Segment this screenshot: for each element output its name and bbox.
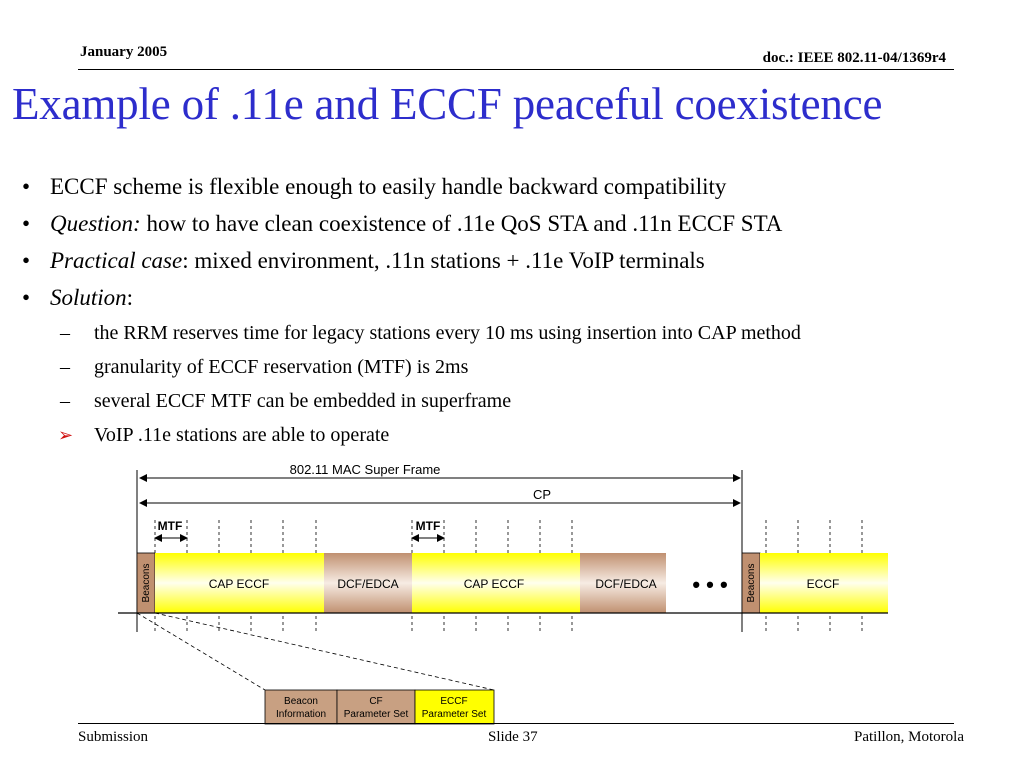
bullet-italic-lead: Question: [50,211,141,236]
bullet-italic-lead: Practical case [50,248,183,273]
sub-bullet-dash: – [60,322,70,344]
box-label: Parameter Set [343,709,409,720]
bullet-dot: • [22,285,31,310]
bullet-dot: • [22,174,31,199]
zoom-line [137,613,265,690]
bullet-dot: • [22,248,31,273]
bullet-text: how to have clean coexistence of .11e QoS STA and .11n ECCF STA [140,211,783,236]
ellipsis: • • • [692,572,728,597]
footer-author: Patillon, Motorola [854,729,964,745]
box-label: ECCF [440,696,468,707]
bullet-text: : [126,285,134,310]
beacons-label: Beacons [746,563,757,603]
header-date: January 2005 [80,44,168,60]
sub-bullet-dash: – [60,356,70,378]
mtf-label: MTF [415,519,441,533]
bullet-dot: • [22,211,31,236]
segment-label: CAP ECCF [463,577,525,591]
segment-label: DCF/EDCA [595,577,657,591]
bullet-text: : mixed environment, .11n stations + .11e VoIP terminals [182,248,705,273]
bullet-italic-lead: Solution [50,285,127,310]
superframe-label: 802.11 MAC Super Frame [289,462,441,477]
box-label: Beacon [284,696,318,707]
arrow-bullet-icon: ➢ [58,425,74,445]
cp-label: CP [532,487,552,502]
box-label: Information [275,709,327,720]
mtf-label: MTF [157,519,183,533]
footer-rule [78,723,954,724]
segment-label: ECCF [806,577,840,591]
footer-submission: Submission [78,729,149,745]
footer-slide-number: Slide 37 [488,729,538,745]
beacons-label: Beacons [141,563,152,603]
header-doc-id: doc.: IEEE 802.11-04/1369r4 [762,50,946,66]
segment-label: DCF/EDCA [337,577,399,591]
bullet-text: ECCF scheme is flexible enough to easily handle backward compatibility [50,174,727,199]
sub-bullet-text: VoIP .11e stations are able to operate [94,424,390,446]
sub-bullet-text: the RRM reserves time for legacy stations every 10 ms using insertion into CAP method [94,322,801,344]
box-label: CF [369,696,383,707]
box-label: Parameter Set [421,709,487,720]
segment-label: CAP ECCF [208,577,270,591]
sub-bullet-text: granularity of ECCF reservation (MTF) is 2ms [94,356,469,378]
sub-bullet-text: several ECCF MTF can be embedded in superframe [94,390,512,412]
zoom-line [155,613,494,690]
slide-title: Example of .11e and ECCF peaceful coexistence [12,79,883,129]
sub-bullet-dash: – [60,390,70,412]
